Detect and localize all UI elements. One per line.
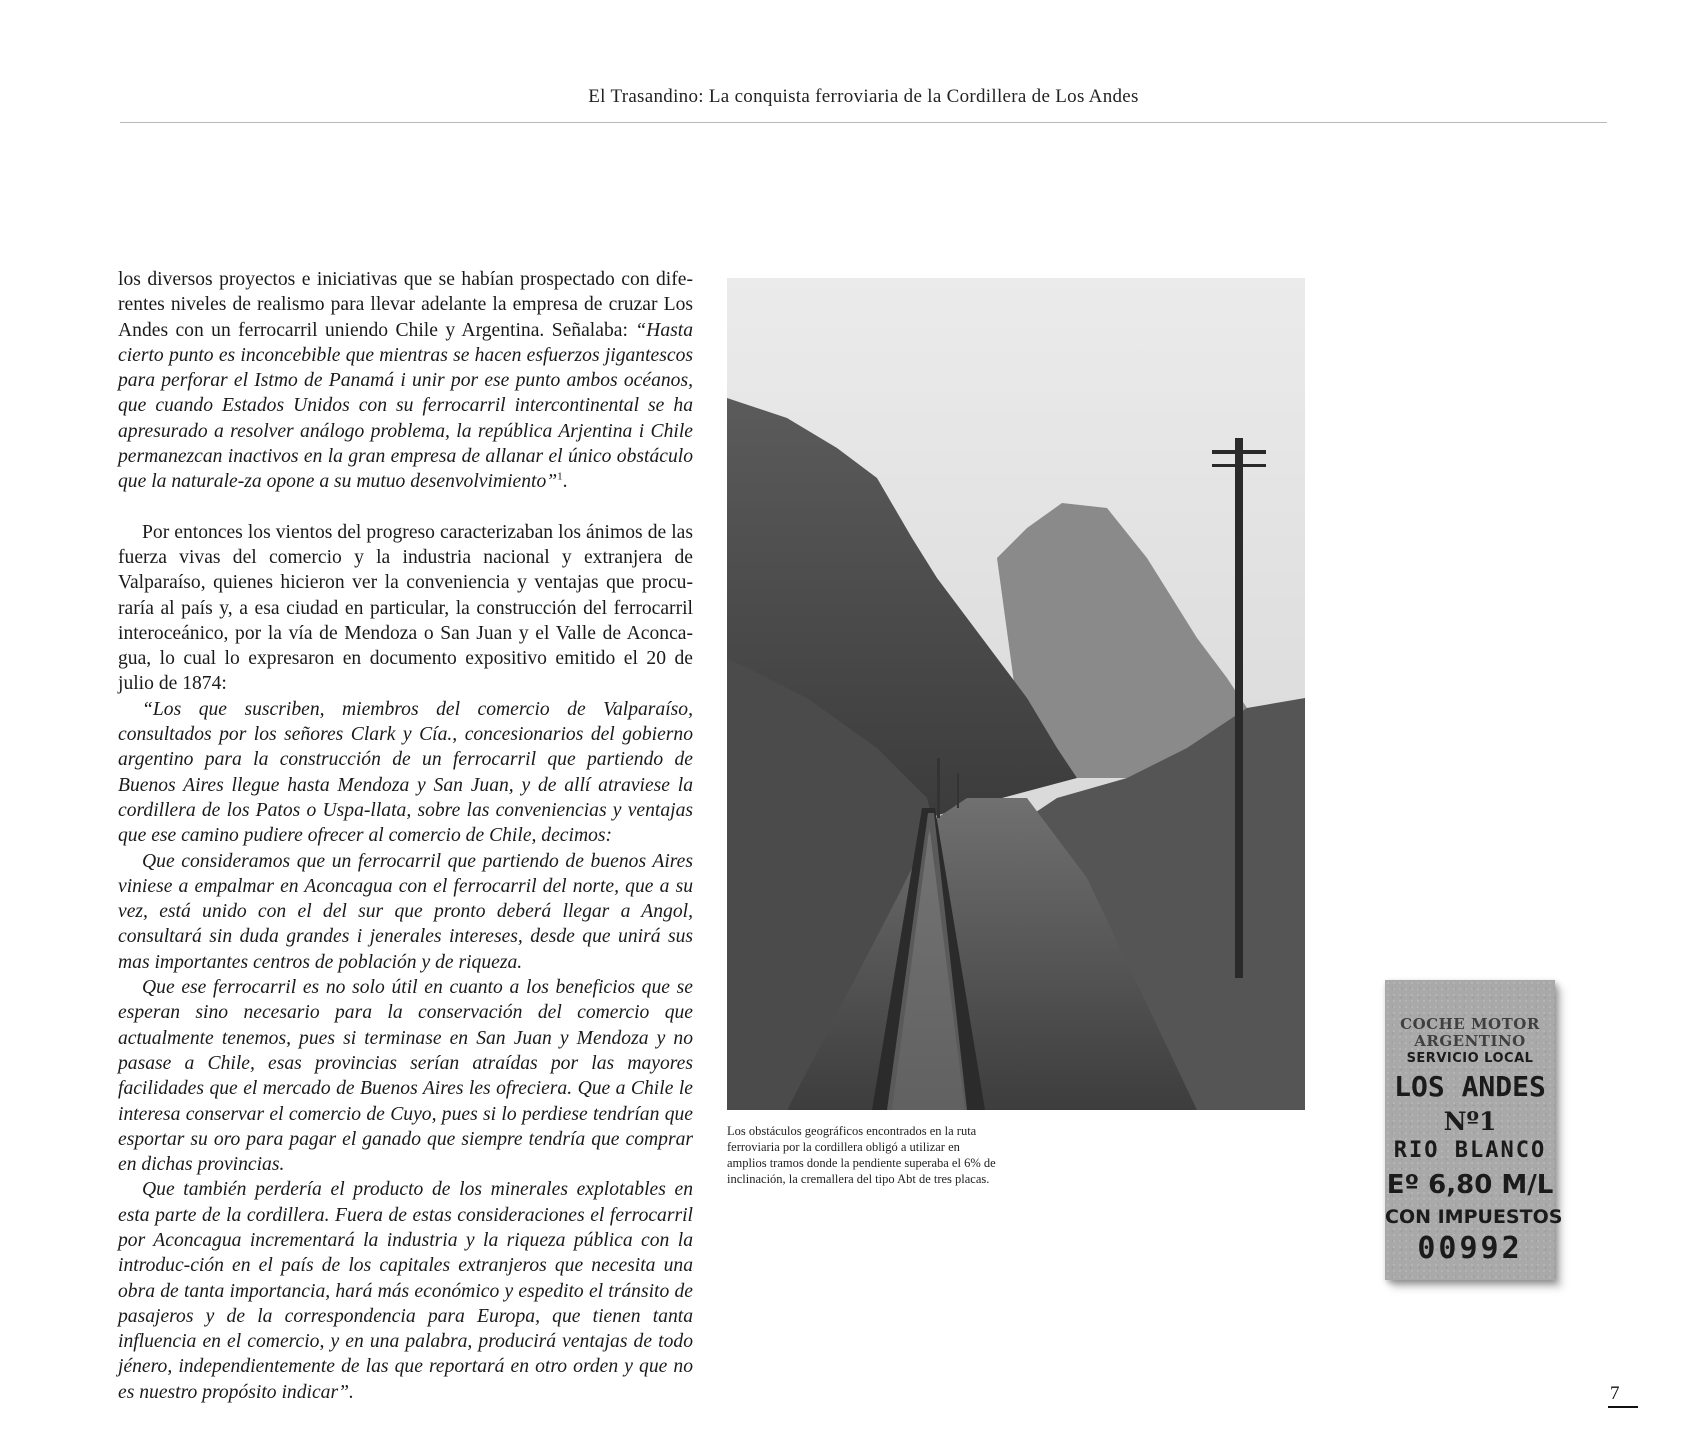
- quote-paragraph-4: [118, 1177, 693, 1405]
- paragraph-2: Por entonces los vientos del progreso caracterizaban los ánimos de las fuerza vivas del comercio y la industria nacional y extranjera de Valparaíso, quienes hicieron ver la conveniencia y ventajas que procu-raría al país y, a esa ciudad en particular, la construcción del ferrocarril interoceánico, por la vía de Mendoza o San Juan y el Valle de Aconca-gua, lo cual lo expresaron en documento expositivo emitido el 20 de julio de 1874:: [118, 521, 693, 695]
- ticket-destination: RIO BLANCO: [1393, 1138, 1547, 1163]
- quote-text-3: Que ese ferrocarril es no solo útil en cuanto a los beneficios que se esperan sino necesario para la conservación del comercio que actualmente tenemos, pues si terminase en San Juan y Mendoza y no pasase a Chile, esas provincias serían atraídas por las mayores facilidades que el mercado de Buenos Aires les ofreciera. Que a Chile le interesa conservar el comercio de Cuyo, pues si lo perdiese tendrían que esportar su oro para pagar el ganado que siempre tendría que comprar en dichas provincias.: [118, 977, 693, 1176]
- ticket-line-2: ARGENTINO: [1414, 1032, 1526, 1050]
- body-text: [118, 267, 693, 1405]
- header-rule: [120, 122, 1607, 123]
- quote-paragraph-3: [118, 975, 693, 1177]
- ticket-line-1: COCHE MOTOR: [1400, 1015, 1540, 1033]
- railway-photo-drawing: [727, 278, 1305, 1110]
- ticket-number-label: Nº1: [1443, 1107, 1497, 1136]
- distant-pole: [937, 758, 940, 818]
- ticket-line-3: SERVICIO LOCAL: [1406, 1051, 1534, 1066]
- train-ticket: [1385, 980, 1563, 1280]
- telegraph-crossarm: [1212, 450, 1266, 454]
- running-header: El Trasandino: La conquista ferroviaria de la Cordillera de Los Andes: [588, 86, 1139, 107]
- ticket-price: Eº 6,80 M/L: [1386, 1170, 1554, 1200]
- quote-paragraph-2: [118, 849, 693, 975]
- telegraph-crossarm-2: [1212, 464, 1266, 467]
- paragraph-gap: [118, 495, 693, 520]
- page-number-rule: [1608, 1406, 1638, 1408]
- paragraph-1: [118, 267, 693, 495]
- page-number: 7: [1610, 1383, 1620, 1404]
- footnote-marker: 1: [557, 470, 563, 483]
- quote-text-4: Que también perdería el producto de los minerales explotables en esta parte de la cordillera. Fuera de estas consideraciones el ferrocarril por Aconcagua incrementará la industria y la riqueza pública con la introduc-ción en el país de los capitales extranjeros que necesita una obra de tanta importancia, hará más económico y espedito el tránsito de pasajeros y de la correspondencia para Europa, que tienen tanta influencia en el comercio, y en una palabra, producirá ventajas de todo jénero, independientemente de las que reportará en otro orden y que no es nuestro propósito indicar”.: [118, 1179, 693, 1403]
- quote-paragraph-1: [118, 697, 693, 849]
- ticket-tax-note: CON IMPUESTOS: [1385, 1206, 1563, 1228]
- ticket-origin: LOS ANDES: [1394, 1070, 1546, 1103]
- ticket-serial: 00992: [1417, 1231, 1523, 1266]
- distant-pole-2: [957, 773, 959, 808]
- quote-panama: “Hasta cierto punto es inconcebible que mientras se hacen esfuerzos jigantescos para perforar el Istmo de Panamá i unir por ese punto ambos océanos, que cuando Estados Unidos con su ferrocarril intercontinental se ha apresurado a resolver análogo problema, la república Arjentina i Chile permanezcan inactivos en la gran empresa de allanar el único obstáculo que la naturale-za opone a su mutuo desenvolvimiento”: [118, 319, 693, 493]
- railway-photo: [727, 278, 1305, 1110]
- quote-text-2: Que consideramos que un ferrocarril que partiendo de buenos Aires viniese a empalmar en Aconcagua con el ferrocarril del norte, que a su vez, está unido con el del sur que pronto deberá llegar a Angol, consultará sin duda grandes i jenerales intereses, desde que unirá sus mas importantes centros de población y de riqueza.: [118, 850, 693, 973]
- paragraph-1-lead: los diversos proyectos e iniciativas que se habían prospectado con dife-rentes niveles de realismo para llevar adelante la empresa de cruzar Los Andes con un ferrocarril uniendo Chile y Argentina. Señalaba:: [118, 269, 693, 341]
- paragraph-1-end: .: [562, 471, 568, 493]
- telegraph-pole: [1235, 438, 1243, 978]
- quote-text-1: “Los que suscriben, miembros del comercio de Valparaíso, consultados por los señores Clark y Cía., concesionarios del gobierno argentino para la construcción de un ferrocarril que partiendo de Buenos Aires llegue hasta Mendoza y San Juan, y de allí atraviese la cordillera de los Patos o Uspa-llata, sobre las conveniencias y ventajas que ese camino pudiere ofrecer al comercio de Chile, decimos:: [118, 698, 693, 847]
- photo-caption: Los obstáculos geográficos encontrados en la ruta ferroviaria por la cordillera obligó a utilizar en amplios tramos donde la pendiente superaba el 6% de inclinación, la cremallera del tipo Abt de tres placas.: [727, 1124, 996, 1186]
